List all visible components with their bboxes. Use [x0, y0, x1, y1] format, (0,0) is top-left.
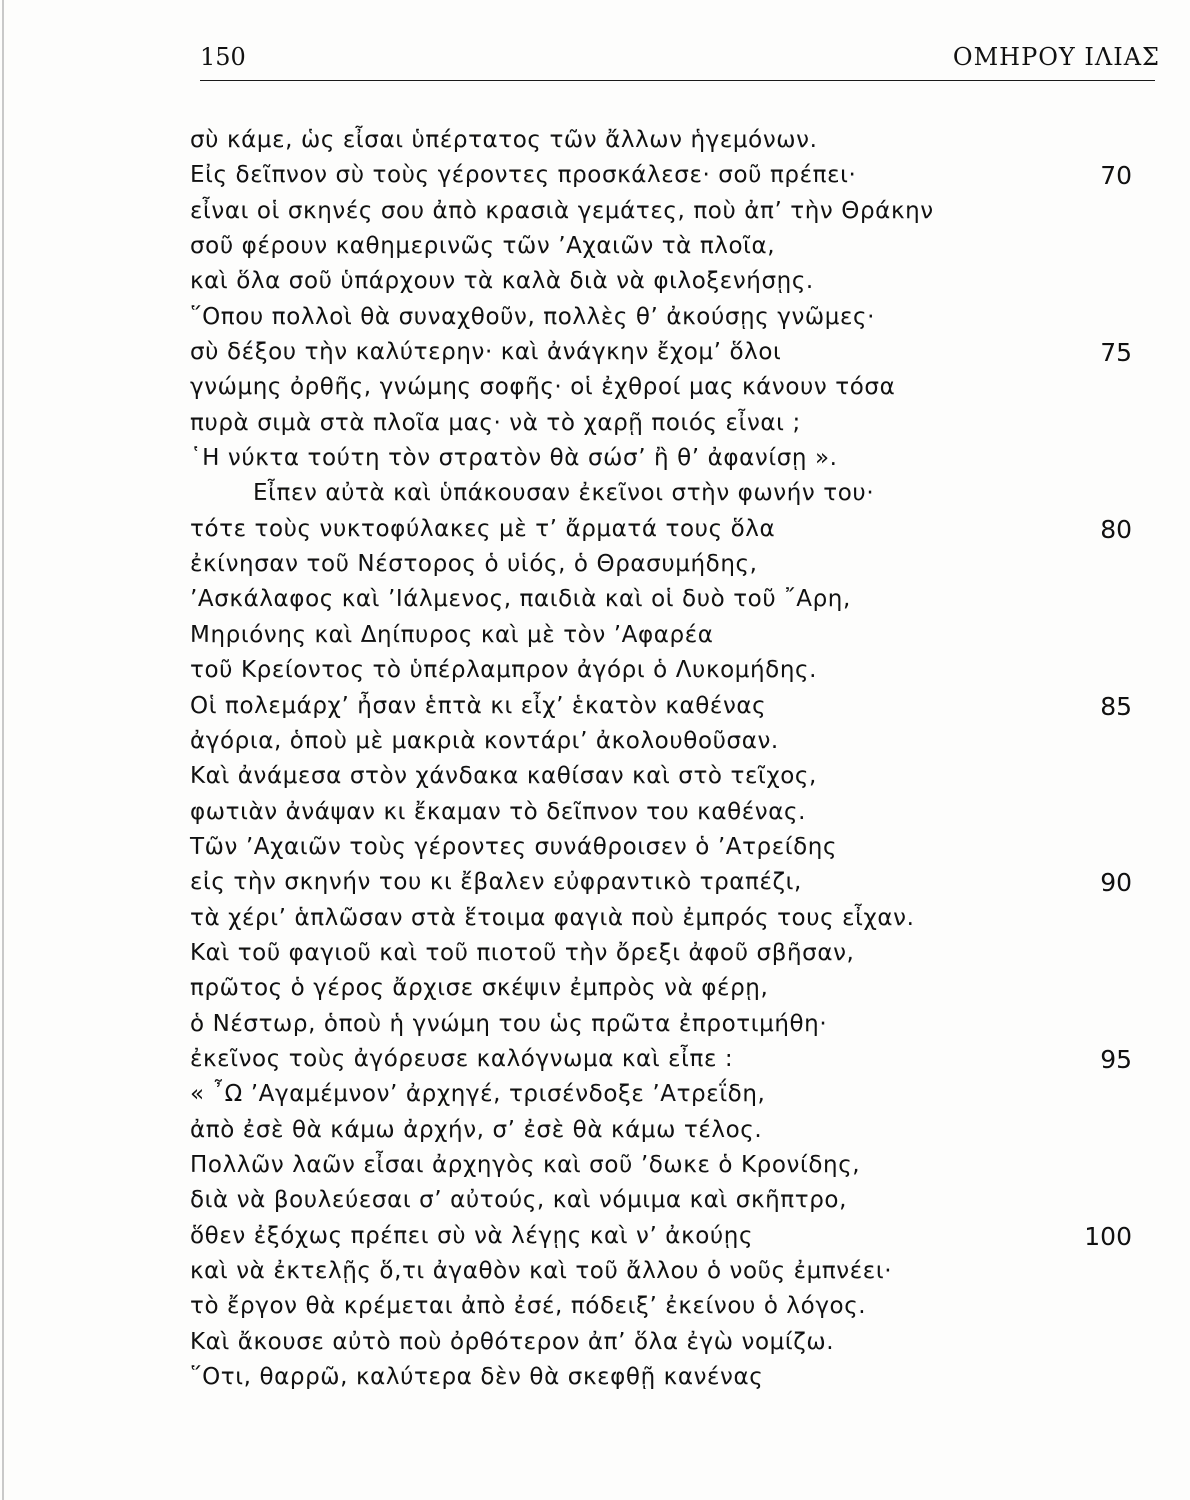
verse-line [0, 406, 1190, 441]
verse-text: ’Ασκάλαφος καὶ ’Ιάλμενος, παιδιὰ καὶ οἱ δυὸ τοῦ ῎Αρη, [190, 586, 851, 613]
verse-text: ἐκίνησαν τοῦ Νέστορος ὁ υἱός, ὁ Θρασυμήδης, [190, 551, 758, 578]
verse-text: Καὶ τοῦ φαγιοῦ καὶ τοῦ πιοτοῦ τὴν ὄρεξι ἀφοῦ σβῆσαν, [190, 939, 855, 966]
verse-text: ἐκεῖνος τοὺς ἀγόρευσε καλόγνωμα καὶ εἶπε : [190, 1045, 734, 1072]
verse-text: « ῏Ω ’Αγαμέμνον’ ἀρχηγέ, τρισένδοξε ’Ατρεΐδη, [190, 1081, 766, 1108]
verse-number: 80 [1100, 514, 1132, 544]
verse-line [0, 512, 1190, 547]
verse-number: 95 [1100, 1044, 1132, 1074]
verse-number: 90 [1100, 868, 1132, 898]
verse-text: Τῶν ’Αχαιῶν τοὺς γέροντες συνάθροισεν ὁ ’Ατρείδης [190, 833, 838, 860]
verse-line [0, 1254, 1190, 1289]
verse-text: Οἱ πολεμάρχ’ ἦσαν ἑπτὰ κι εἶχ’ ἑκατὸν καθένας [190, 692, 767, 719]
verse-text: ὅθεν ἐξόχως πρέπει σὺ νὰ λέγῃς καὶ ν’ ἀκούῃς [190, 1222, 754, 1249]
verse-text: τὰ χέρι’ ἁπλῶσαν στὰ ἕτοιμα φαγιὰ ποὺ ἐμπρός τους εἶχαν. [190, 904, 915, 931]
verse-text: εἶναι οἱ σκηνές σου ἀπὸ κρασιὰ γεμάτες, ποὺ ἀπ’ τὴν Θράκην [190, 197, 934, 224]
verse-text: ῞Οτι, θαρρῶ, καλύτερα δὲν θὰ σκεφθῇ κανένας [190, 1364, 764, 1391]
verse-line [0, 865, 1190, 900]
verse-text: Εἶπεν αὐτὰ καὶ ὑπάκουσαν ἐκεῖνοι στὴν φωνήν του· [253, 480, 875, 507]
verse-line [0, 795, 1190, 830]
verse-line [0, 971, 1190, 1006]
running-title: ΟΜΗΡΟΥ ΙΛΙΑΣ [952, 43, 1160, 71]
verse-text: Μηριόνης καὶ Δηίπυρος καὶ μὲ τὸν ’Αφαρέα [190, 621, 714, 648]
verse-line [0, 582, 1190, 617]
verse-line [0, 689, 1190, 724]
verse-text: ῾Η νύκτα τούτη τὸν στρατὸν θὰ σώσ’ ἢ θ’ ἀφανίσῃ ». [190, 445, 838, 472]
verse-block [0, 123, 1190, 1395]
verse-line [0, 158, 1190, 193]
verse-text: διὰ νὰ βουλεύεσαι σ’ αὐτούς, καὶ νόμιμα καὶ σκῆπτρο, [190, 1187, 847, 1214]
verse-text: καὶ νὰ ἐκτελῇς ὅ,τι ἀγαθὸν καὶ τοῦ ἄλλου ὁ νοῦς ἐμπνέει· [190, 1258, 893, 1284]
running-header [200, 42, 1160, 82]
verse-line [0, 335, 1190, 370]
verse-line [0, 1113, 1190, 1148]
verse-line [0, 229, 1190, 264]
verse-line [0, 653, 1190, 688]
verse-text: σὺ κάμε, ὡς εἶσαι ὑπέρτατος τῶν ἄλλων ἡγεμόνων. [190, 127, 818, 153]
verse-text: Καὶ ἄκουσε αὐτὸ ποὺ ὀρθότερον ἀπ’ ὅλα ἐγὼ νομίζω. [190, 1328, 835, 1355]
verse-text: τὸ ἔργον θὰ κρέμεται ἀπὸ ἐσέ, πόδειξ’ ἐκείνου ὁ λόγος. [190, 1293, 867, 1320]
verse-number: 70 [1100, 161, 1132, 191]
verse-line [0, 441, 1190, 476]
verse-text: ὁ Νέστωρ, ὁποὺ ἡ γνώμη του ὡς πρῶτα ἐπροτιμήθη· [190, 1010, 828, 1037]
verse-line [0, 1289, 1190, 1324]
verse-line [0, 1325, 1190, 1360]
verse-text: εἰς τὴν σκηνήν του κι ἔβαλεν εὐφραντικὸ τραπέζι, [190, 869, 802, 896]
verse-text: ἀγόρια, ὁποὺ μὲ μακριὰ κοντάρι’ ἀκολουθοῦσαν. [190, 727, 779, 754]
header-rule [200, 80, 1155, 81]
verse-line [0, 759, 1190, 794]
page-number: 150 [200, 43, 246, 71]
verse-line [0, 1148, 1190, 1183]
verse-line [0, 1360, 1190, 1395]
verse-line [0, 1077, 1190, 1112]
verse-text: ἀπὸ ἐσὲ θὰ κάμω ἀρχήν, σ’ ἐσὲ θὰ κάμω τέλος. [190, 1116, 763, 1143]
verse-line [0, 370, 1190, 405]
verse-text: τοῦ Κρείοντος τὸ ὑπέρλαμπρον ἀγόρι ὁ Λυκομήδης. [190, 657, 818, 684]
verse-line [0, 724, 1190, 759]
verse-text: σοῦ φέρουν καθημερινῶς τῶν ’Αχαιῶν τὰ πλοῖα, [190, 233, 776, 260]
verse-line [0, 1183, 1190, 1218]
verse-line [0, 1007, 1190, 1042]
verse-line [0, 123, 1190, 158]
verse-text: καὶ ὅλα σοῦ ὑπάρχουν τὰ καλὰ διὰ νὰ φιλοξενήσῃς. [190, 268, 814, 295]
verse-text: Καὶ ἀνάμεσα στὸν χάνδακα καθίσαν καὶ στὸ τεῖχος, [190, 763, 817, 790]
verse-text: Πολλῶν λαῶν εἶσαι ἀρχηγὸς καὶ σοῦ ’δωκε ὁ Κρονίδης, [190, 1151, 861, 1178]
verse-line [0, 618, 1190, 653]
verse-number: 100 [1084, 1221, 1132, 1251]
verse-line [0, 547, 1190, 582]
verse-line [0, 1219, 1190, 1254]
verse-line [0, 901, 1190, 936]
verse-line [0, 1042, 1190, 1077]
verse-text: πυρὰ σιμὰ στὰ πλοῖα μας· νὰ τὸ χαρῇ ποιός εἶναι ; [190, 409, 801, 436]
verse-line [0, 476, 1190, 511]
verse-text: σὺ δέξου τὴν καλύτερην· καὶ ἀνάγκην ἔχομ’ ὅλοι [190, 339, 782, 366]
verse-line [0, 264, 1190, 299]
verse-text: ῞Οπου πολλοὶ θὰ συναχθοῦν, πολλὲς θ’ ἀκούσῃς γνῶμες· [190, 303, 876, 330]
verse-number: 75 [1100, 338, 1132, 368]
verse-line [0, 300, 1190, 335]
verse-number: 85 [1100, 691, 1132, 721]
verse-text: τότε τοὺς νυκτοφύλακες μὲ τ’ ἄρματά τους ὅλα [190, 515, 776, 542]
verse-text: Εἰς δεῖπνον σὺ τοὺς γέροντες προσκάλεσε· σοῦ πρέπει· [190, 162, 857, 189]
verse-text: φωτιὰν ἀνάψαν κι ἔκαμαν τὸ δεῖπνον του καθένας. [190, 798, 807, 825]
verse-line [0, 830, 1190, 865]
verse-line [0, 936, 1190, 971]
verse-text: πρῶτος ὁ γέρος ἄρχισε σκέψιν ἐμπρὸς νὰ φέρῃ, [190, 975, 769, 1002]
verse-text: γνώμης ὀρθῆς, γνώμης σοφῆς· οἱ ἐχθροί μας κάνουν τόσα [190, 374, 896, 401]
verse-line [0, 194, 1190, 229]
